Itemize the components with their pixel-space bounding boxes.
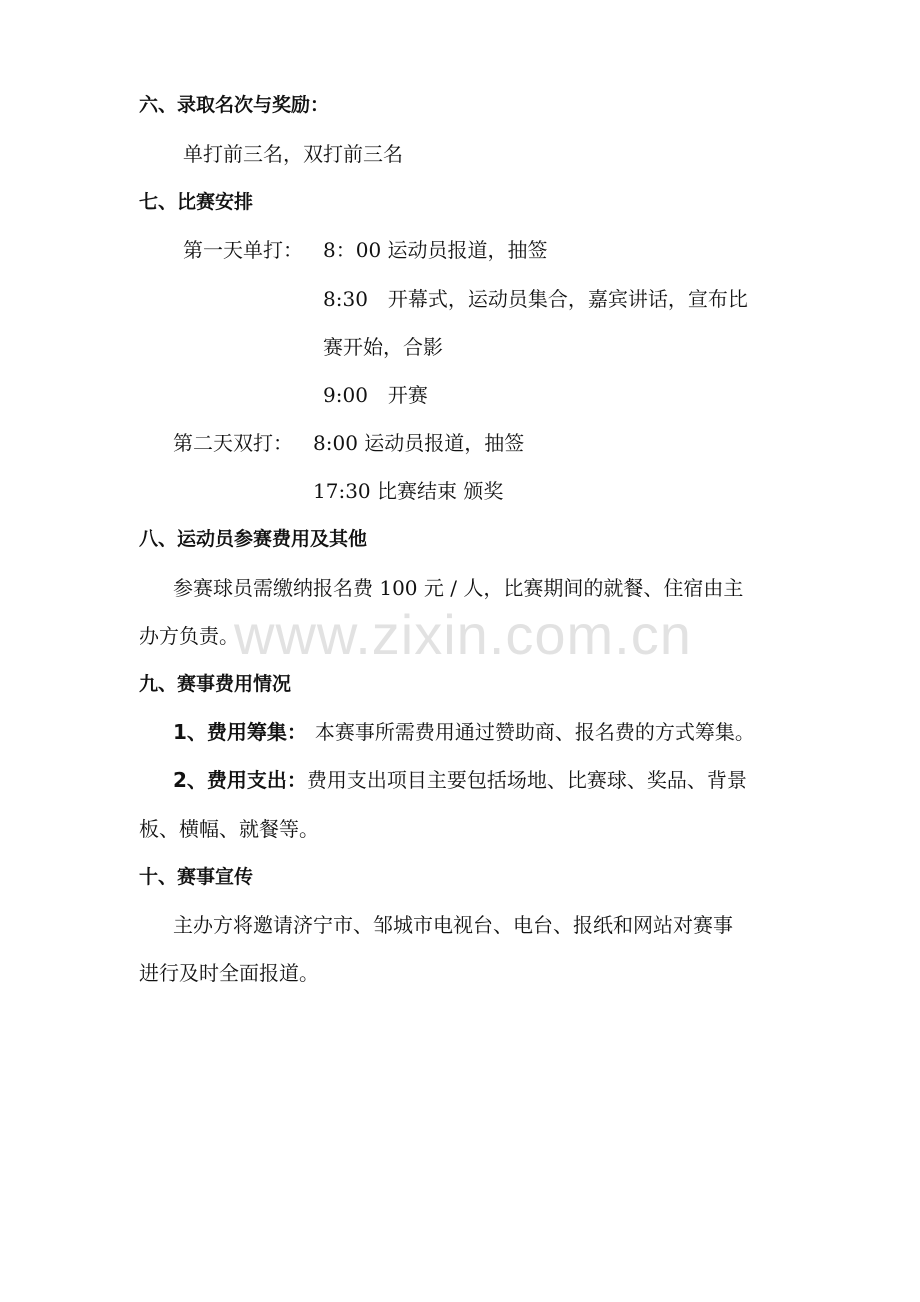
- section-8-body-line-1: 参赛球员需缴纳报名费 100 元 / 人，比赛期间的就餐、住宿由主: [173, 576, 744, 600]
- section-9-item-2-cont: 板、横幅、就餐等。: [139, 817, 319, 841]
- day2-item-1: 8:00 运动员报道，抽签: [313, 431, 525, 455]
- section-8-heading: 八、运动员参赛费用及其他: [139, 528, 368, 550]
- section-6-heading: 六、录取名次与奖励：: [139, 94, 330, 116]
- day1-item-2-cont: 赛开始，合影: [323, 335, 443, 359]
- section-7-heading: 七、比赛安排: [139, 191, 254, 213]
- section-10-body-line-2: 进行及时全面报道。: [139, 961, 319, 985]
- section-9-item-2: [173, 767, 747, 793]
- day1-item-2: 8:30 开幕式，运动员集合，嘉宾讲话，宣布比: [323, 287, 748, 311]
- item-2-lead: 2、费用支出：: [173, 768, 307, 792]
- day2-label: 第二天双打：: [173, 431, 293, 455]
- watermark: www.zixin.com.cn: [234, 603, 692, 666]
- item-2-text: 费用支出项目主要包括场地、比赛球、奖品、背景: [306, 768, 747, 792]
- day2-item-2: 17:30 比赛结束 颁奖: [313, 479, 504, 503]
- section-10-heading: 十、赛事宣传: [139, 866, 254, 888]
- section-10-body-line-1: 主办方将邀请济宁市、邹城市电视台、电台、报纸和网站对赛事: [173, 913, 733, 937]
- day1-label: 第一天单打：: [183, 238, 303, 262]
- section-9-heading: 九、赛事费用情况: [139, 673, 292, 695]
- day1-item-3: 9:00 开赛: [323, 383, 428, 407]
- section-6-body: 单打前三名，双打前三名: [183, 142, 403, 166]
- day1-item-1: 8：00 运动员报道，抽签: [323, 238, 548, 262]
- section-9-item-1: [173, 719, 755, 745]
- item-1-text: 本赛事所需费用通过赞助商、报名费的方式筹集。: [314, 720, 755, 744]
- section-8-body-line-2: 办方负责。: [139, 624, 239, 648]
- item-1-lead: 1、费用筹集：: [173, 720, 307, 744]
